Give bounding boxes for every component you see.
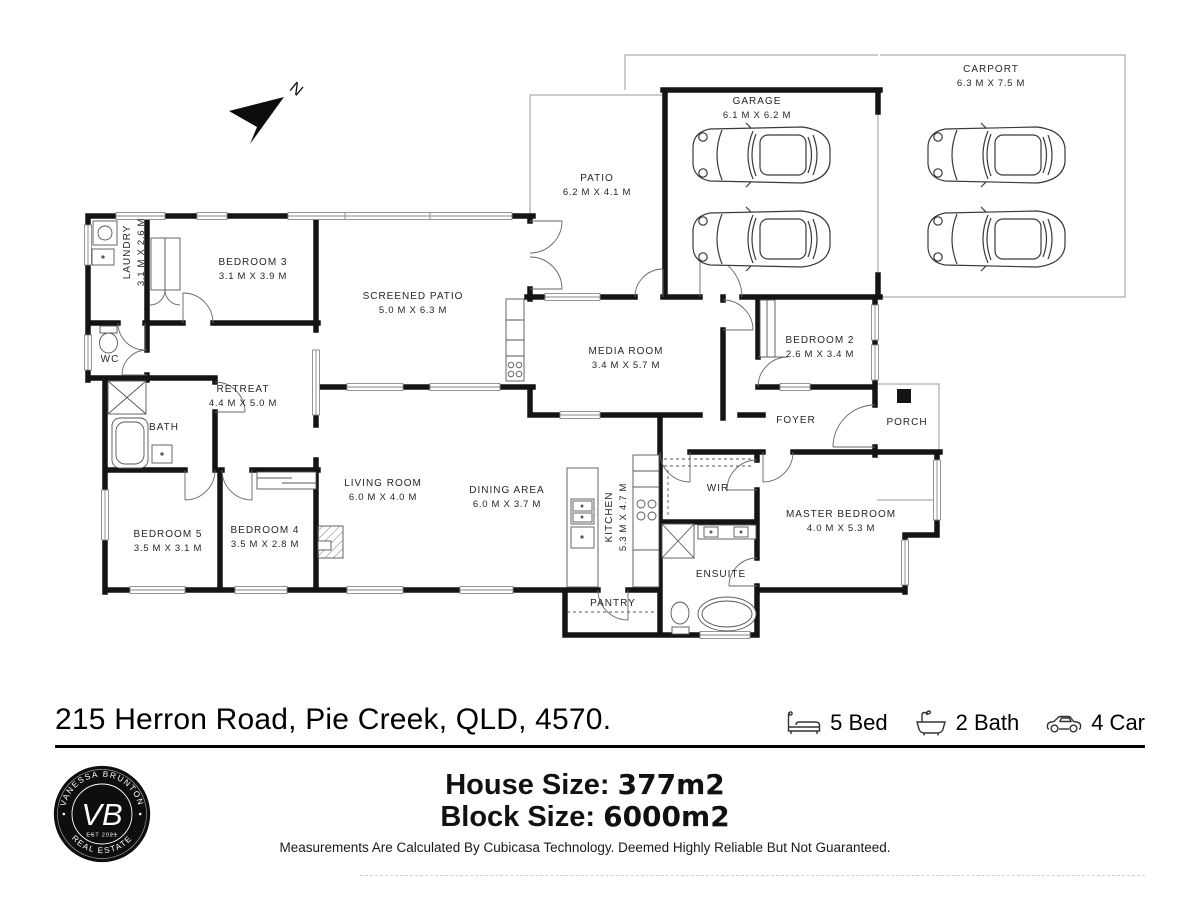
- room-dims: 6.1 M X 6.2 M: [722, 110, 792, 121]
- room-label: WIR: [706, 483, 730, 494]
- kitchen-cabinets: [633, 455, 659, 587]
- room-label: BEDROOM 2: [785, 335, 855, 346]
- room-label: WC: [100, 354, 120, 365]
- car-side-icon: [1045, 710, 1083, 736]
- stat-beds-label: 5 Bed: [830, 710, 888, 735]
- room-label: PORCH: [886, 417, 928, 428]
- room-dims: 6.2 M X 4.1 M: [562, 187, 632, 198]
- room-label: LIVING ROOM: [344, 478, 422, 489]
- kitchen-island: [567, 468, 598, 587]
- room-dims: 2.6 M X 3.4 M: [785, 349, 855, 360]
- room-label: CARPORT: [963, 64, 1019, 75]
- room-label: ENSUITE: [695, 569, 747, 580]
- fireplace: [318, 526, 343, 558]
- logo-bottom-text: REAL ESTATE: [69, 833, 135, 856]
- room-dims: 3.1 M X 2.6 M: [136, 217, 147, 287]
- room-label: FOYER: [776, 415, 816, 426]
- room-label: BATH: [149, 422, 179, 433]
- room-label: BEDROOM 3: [218, 257, 288, 268]
- room-label: SCREENED PATIO: [362, 291, 464, 302]
- room-label: RETREAT: [216, 384, 270, 395]
- room-label: PANTRY: [590, 598, 636, 609]
- car-icon: [928, 123, 1065, 187]
- house-size-value: 377m2: [617, 768, 725, 801]
- bed-icon: [786, 710, 822, 737]
- room-label: BEDROOM 5: [133, 529, 203, 540]
- logo-monogram: VB: [81, 796, 123, 832]
- stat-baths: [914, 709, 1020, 737]
- car-icon: [928, 207, 1065, 271]
- address-row: [0, 695, 1200, 743]
- thin-outlines: [530, 55, 1125, 500]
- garage-eave-outline: [625, 55, 878, 90]
- laundry-fixtures: [92, 221, 117, 265]
- block-size-value: 6000m2: [603, 799, 730, 833]
- room-dims: 6.0 M X 3.7 M: [472, 499, 542, 510]
- block-size-label: Block Size:: [440, 800, 596, 833]
- room-dims: 5.3 M X 4.7 M: [618, 482, 629, 552]
- room-dims: 4.4 M X 5.0 M: [208, 398, 278, 409]
- room-dims: 4.0 M X 5.3 M: [806, 523, 876, 534]
- outdoor-kitchen: [506, 299, 524, 381]
- block-size: [0, 799, 1185, 834]
- room-label: GARAGE: [732, 96, 782, 107]
- bath-icon: [914, 709, 948, 737]
- disclaimer-text: Measurements Are Calculated By Cubicasa Technology. Deemed Highly Reliable But Not Guaranteed.: [279, 839, 891, 855]
- closet-bedroom3: [151, 238, 180, 290]
- cars: [693, 123, 1065, 271]
- room-label: PATIO: [580, 173, 614, 184]
- porch-pillar: [897, 389, 911, 403]
- stat-beds: [786, 710, 888, 737]
- logo-est: EST 2021: [86, 832, 118, 839]
- car-icon: [693, 123, 830, 187]
- stat-cars-label: 4 Car: [1091, 710, 1145, 735]
- room-dims: 6.0 M X 4.0 M: [348, 492, 418, 503]
- room-dims: 3.1 M X 3.9 M: [218, 271, 288, 282]
- bottom-dotted-line: [360, 875, 1145, 876]
- car-icon: [693, 207, 830, 271]
- property-address: 215 Herron Road, Pie Creek, QLD, 4570.: [55, 703, 612, 736]
- wc-toilet: [100, 326, 118, 353]
- north-label: N: [286, 79, 306, 100]
- room-label: BEDROOM 4: [230, 525, 300, 536]
- closet-bedroom2: [760, 300, 775, 357]
- size-info: [0, 748, 1185, 855]
- room-label: DINING AREA: [469, 485, 545, 496]
- property-stats: [786, 709, 1145, 737]
- room-dims: 3.4 M X 5.7 M: [591, 360, 661, 371]
- room-dims: 3.5 M X 2.8 M: [230, 539, 300, 550]
- stat-cars: [1045, 710, 1145, 736]
- north-arrow-icon: [229, 79, 306, 144]
- room-label: KITCHEN: [604, 491, 615, 543]
- room-dims: 5.0 M X 6.3 M: [378, 305, 448, 316]
- footer: [0, 748, 1200, 898]
- room-label: MEDIA ROOM: [588, 346, 664, 357]
- stat-baths-label: 2 Bath: [955, 710, 1020, 735]
- closet-bedroom4: [257, 472, 316, 489]
- logo-top-text: VANESSA BRUNTON: [58, 769, 146, 808]
- house-size: [0, 770, 1185, 802]
- room-dims: 6.3 M X 7.5 M: [956, 78, 1026, 89]
- room-labels: [101, 64, 1025, 609]
- room-label: LAUNDRY: [122, 224, 133, 280]
- room-dims: 3.5 M X 3.1 M: [133, 543, 203, 554]
- room-label: MASTER BEDROOM: [785, 509, 897, 520]
- house-size-label: House Size:: [445, 769, 610, 801]
